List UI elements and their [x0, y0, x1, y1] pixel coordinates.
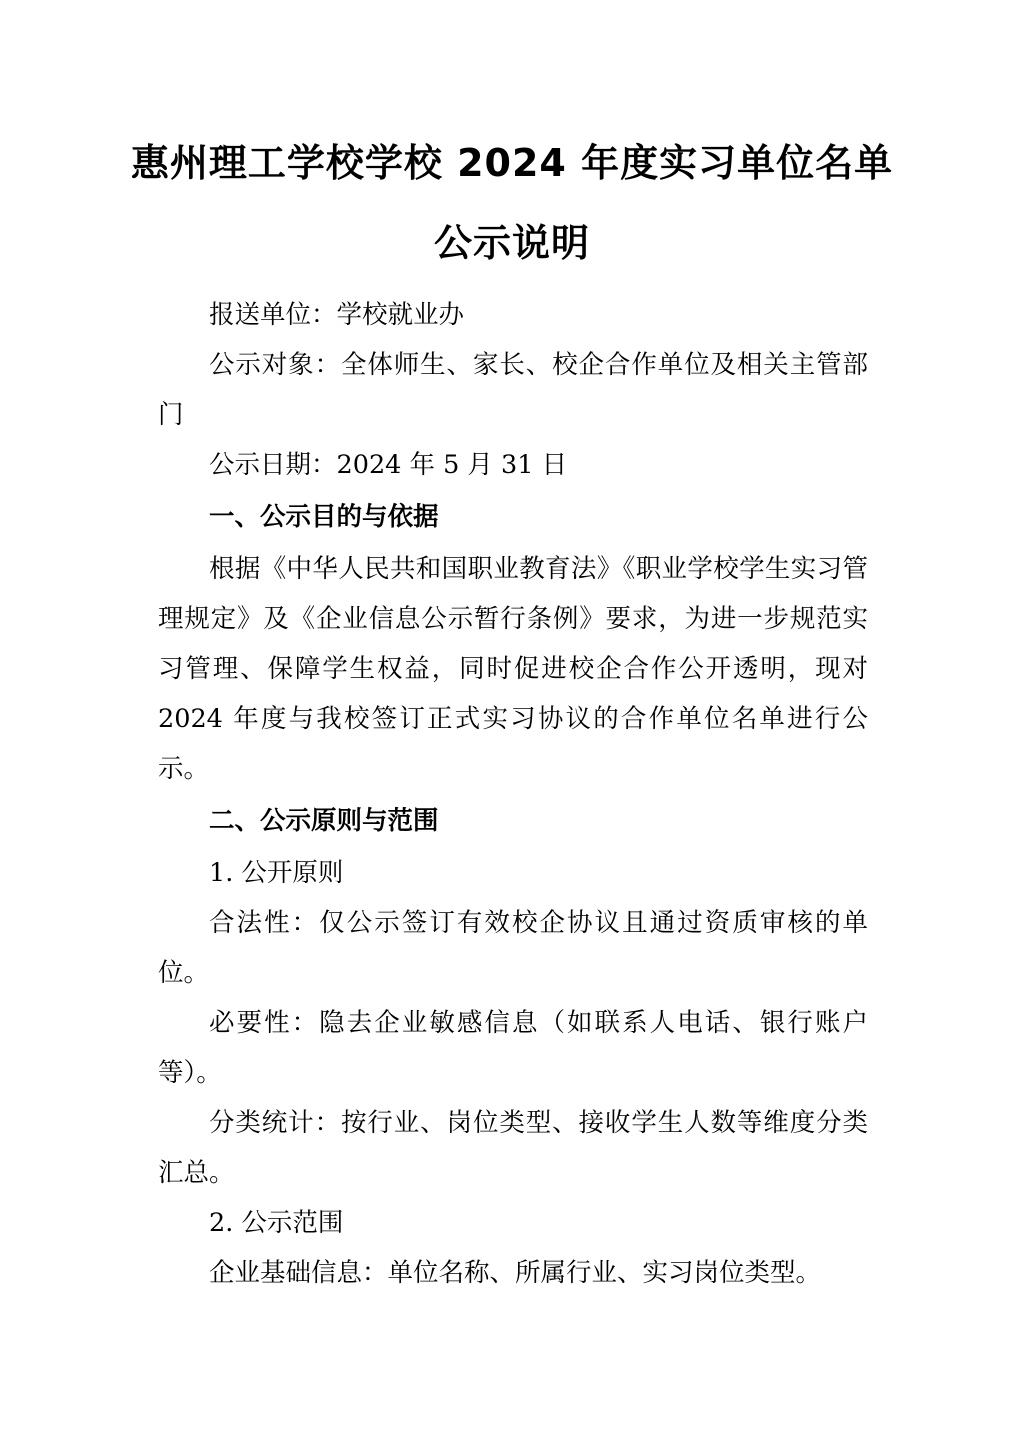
- section-1-heading: 一、公示目的与依据: [209, 502, 439, 532]
- subsection-2-heading: 2. 公示范围: [209, 1208, 344, 1238]
- principle-item: 合法性：仅公示签订有效校企协议且通过资质审核的单位。: [158, 908, 868, 988]
- principle-item: 必要性：隐去企业敏感信息（如联系人电话、银行账户等）。: [158, 1008, 868, 1088]
- scope-item: 企业基础信息：单位名称、所属行业、实习岗位类型。: [209, 1258, 822, 1288]
- principle-item: 分类统计：按行业、岗位类型、接收学生人数等维度分类汇总。: [158, 1108, 868, 1188]
- section-1-paragraph: 根据《中华人民共和国职业教育法》《职业学校学生实习管理规定》及《企业信息公示暂行条例》要求，为进一步规范实习管理、保障学生权益，同时促进校企合作公开透明，现对 2024 年度与我校签订正式实习协议的合作单位名单进行公示。: [158, 554, 868, 784]
- document-title: 惠州理工学校学校 2024 年度实习单位名单: [130, 141, 894, 185]
- meta-audience: 公示对象：全体师生、家长、校企合作单位及相关主管部门: [158, 350, 868, 430]
- section-2-heading: 二、公示原则与范围: [209, 806, 439, 836]
- meta-date: 公示日期：2024 年 5 月 31 日: [209, 450, 568, 480]
- document-body: [158, 290, 868, 1298]
- meta-submitter: 报送单位：学校就业办: [209, 300, 465, 330]
- document-subtitle: 公示说明: [433, 221, 590, 265]
- subsection-1-heading: 1. 公开原则: [209, 858, 344, 888]
